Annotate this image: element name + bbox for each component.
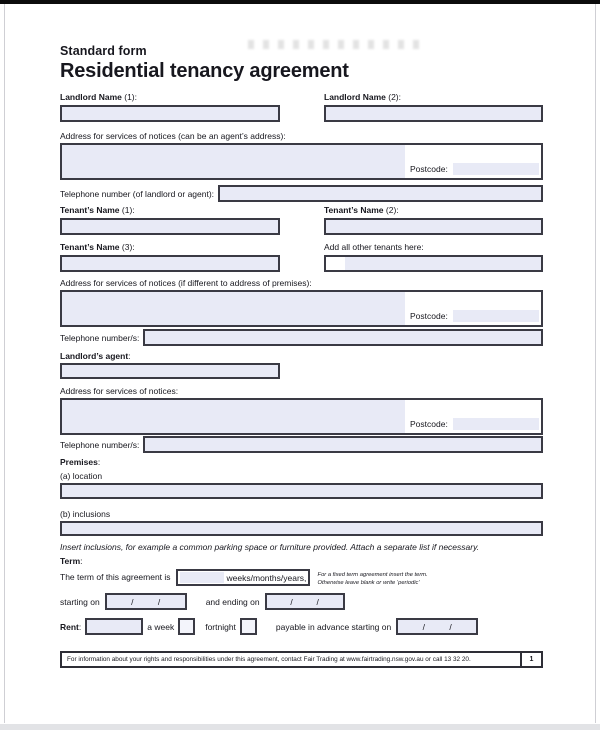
footer-info-text: For information about your rights and responsibilities under this agreement, contact Fair Trading at www.fairtrading.nsw.gov.au or call 13 32 20. bbox=[67, 655, 471, 663]
date-slash: / bbox=[157, 596, 161, 607]
premises-inclusions-input[interactable] bbox=[60, 521, 543, 536]
landlord-phone-label: Telephone number (of landlord or agent): bbox=[60, 188, 215, 199]
rent-start-date-input[interactable] bbox=[396, 618, 478, 635]
agent-phone-input[interactable] bbox=[143, 436, 543, 453]
term-units-label: weeks/months/years, bbox=[226, 572, 307, 583]
rent-week-label: a week bbox=[147, 621, 175, 632]
landlord-phone-input[interactable] bbox=[218, 185, 543, 202]
rent-row bbox=[60, 618, 543, 635]
top-edge-bar bbox=[0, 0, 600, 4]
landlord-postcode-area bbox=[405, 145, 541, 178]
landlord-postcode-label: Postcode: bbox=[410, 164, 448, 174]
landlord-name-1-input[interactable] bbox=[60, 105, 280, 122]
term-row bbox=[60, 569, 543, 587]
premises-location-label: (a) location bbox=[60, 471, 103, 481]
inclusions-note: Insert inclusions, for example a common parking space or furniture provided. Attach a separate list if necessary. bbox=[60, 542, 480, 552]
agent-postcode-area bbox=[405, 400, 541, 433]
footer-info-bar bbox=[60, 651, 543, 668]
form-subtitle: Standard form bbox=[60, 44, 147, 58]
date-slash: / bbox=[422, 621, 426, 632]
rent-payable-label: payable in advance starting on bbox=[275, 621, 392, 632]
landlord-name-2-input[interactable] bbox=[324, 105, 543, 122]
starting-on-label: starting on bbox=[60, 596, 100, 607]
other-tenants-label: Add all other tenants here: bbox=[324, 242, 424, 252]
rent-fortnight-label: fortnight bbox=[205, 621, 236, 632]
premises-heading: Premises: bbox=[60, 457, 101, 467]
landlord-postcode-input[interactable] bbox=[453, 163, 539, 175]
start-date-input[interactable] bbox=[105, 593, 187, 610]
rent-week-checkbox[interactable] bbox=[178, 618, 195, 635]
term-heading: Term: bbox=[60, 556, 83, 566]
tenant-address-label: Address for services of notices (if different to address of premises): bbox=[60, 278, 312, 288]
page-number: 1 bbox=[520, 653, 541, 666]
agent-phone-row bbox=[60, 436, 543, 453]
tenant-phone-input[interactable] bbox=[143, 329, 543, 346]
tenant-phone-row bbox=[60, 329, 543, 346]
agent-section bbox=[60, 351, 543, 379]
landlord-name-2-label: Landlord Name (2): bbox=[324, 92, 401, 102]
agent-address-input[interactable] bbox=[60, 398, 543, 435]
tenant-name-1-input[interactable] bbox=[60, 218, 280, 235]
term-dates-row bbox=[60, 593, 543, 610]
page-bottom-edge bbox=[0, 724, 600, 730]
landlord-phone-row bbox=[60, 185, 543, 202]
agent-phone-label: Telephone number/s: bbox=[60, 439, 140, 450]
landlord-name-row bbox=[60, 92, 543, 122]
rent-amount-input[interactable] bbox=[85, 618, 143, 635]
page-left-edge bbox=[4, 4, 5, 723]
ending-on-label: and ending on bbox=[205, 596, 260, 607]
tenant-name-2-input[interactable] bbox=[324, 218, 543, 235]
agent-heading: Landlord’s agent: bbox=[60, 351, 131, 361]
tenant-phone-label: Telephone number/s: bbox=[60, 332, 140, 343]
premises-location-input[interactable] bbox=[60, 483, 543, 499]
form-content bbox=[60, 42, 543, 668]
landlord-address-input[interactable] bbox=[60, 143, 543, 180]
agent-address-label: Address for services of notices: bbox=[60, 386, 179, 396]
rent-fortnight-checkbox[interactable] bbox=[240, 618, 257, 635]
date-slash: / bbox=[290, 596, 293, 607]
premises-inclusions-label: (b) inclusions bbox=[60, 509, 111, 519]
tenant-name-1-label: Tenant’s Name (1): bbox=[60, 205, 135, 215]
end-date-input[interactable] bbox=[265, 593, 345, 610]
date-slash: / bbox=[449, 621, 452, 632]
term-note: For a fixed term agreement insert the term. Otherwise leave blank or write ‘periodic’ bbox=[317, 572, 428, 586]
other-tenants-input[interactable] bbox=[324, 255, 543, 272]
other-tenants-input-inset bbox=[326, 257, 345, 270]
tenant-postcode-label: Postcode: bbox=[410, 311, 448, 321]
landlord-address-label: Address for services of notices (can be an agent’s address): bbox=[60, 131, 286, 141]
agent-postcode-input[interactable] bbox=[453, 418, 539, 430]
term-sentence: The term of this agreement is bbox=[60, 572, 171, 582]
tenant-name-2-label: Tenant’s Name (2): bbox=[324, 205, 399, 215]
agent-name-input[interactable] bbox=[60, 363, 280, 379]
tenant-name-3-input[interactable] bbox=[60, 255, 280, 272]
tenant-name-row-2 bbox=[60, 242, 543, 272]
landlord-name-1-label: Landlord Name (1): bbox=[60, 92, 137, 102]
term-length-input[interactable] bbox=[180, 572, 224, 583]
premises-location-section bbox=[60, 471, 543, 499]
date-slash: / bbox=[131, 596, 134, 607]
tenant-name-row-1 bbox=[60, 205, 543, 235]
premises-inclusions-section bbox=[60, 509, 543, 536]
tenant-postcode-area bbox=[405, 292, 541, 325]
page-title: Residential tenancy agreement bbox=[60, 60, 349, 82]
tenant-address-section bbox=[60, 278, 543, 327]
date-slash: / bbox=[316, 596, 319, 607]
agent-postcode-label: Postcode: bbox=[410, 419, 448, 429]
tenant-postcode-input[interactable] bbox=[453, 310, 539, 322]
tenant-name-3-label: Tenant’s Name (3): bbox=[60, 242, 135, 252]
rent-heading: Rent: bbox=[60, 621, 82, 632]
page-right-edge bbox=[595, 4, 596, 723]
landlord-address-section bbox=[60, 131, 543, 180]
agent-address-section bbox=[60, 386, 543, 435]
term-length-box[interactable] bbox=[176, 569, 310, 586]
tenant-address-input[interactable] bbox=[60, 290, 543, 327]
